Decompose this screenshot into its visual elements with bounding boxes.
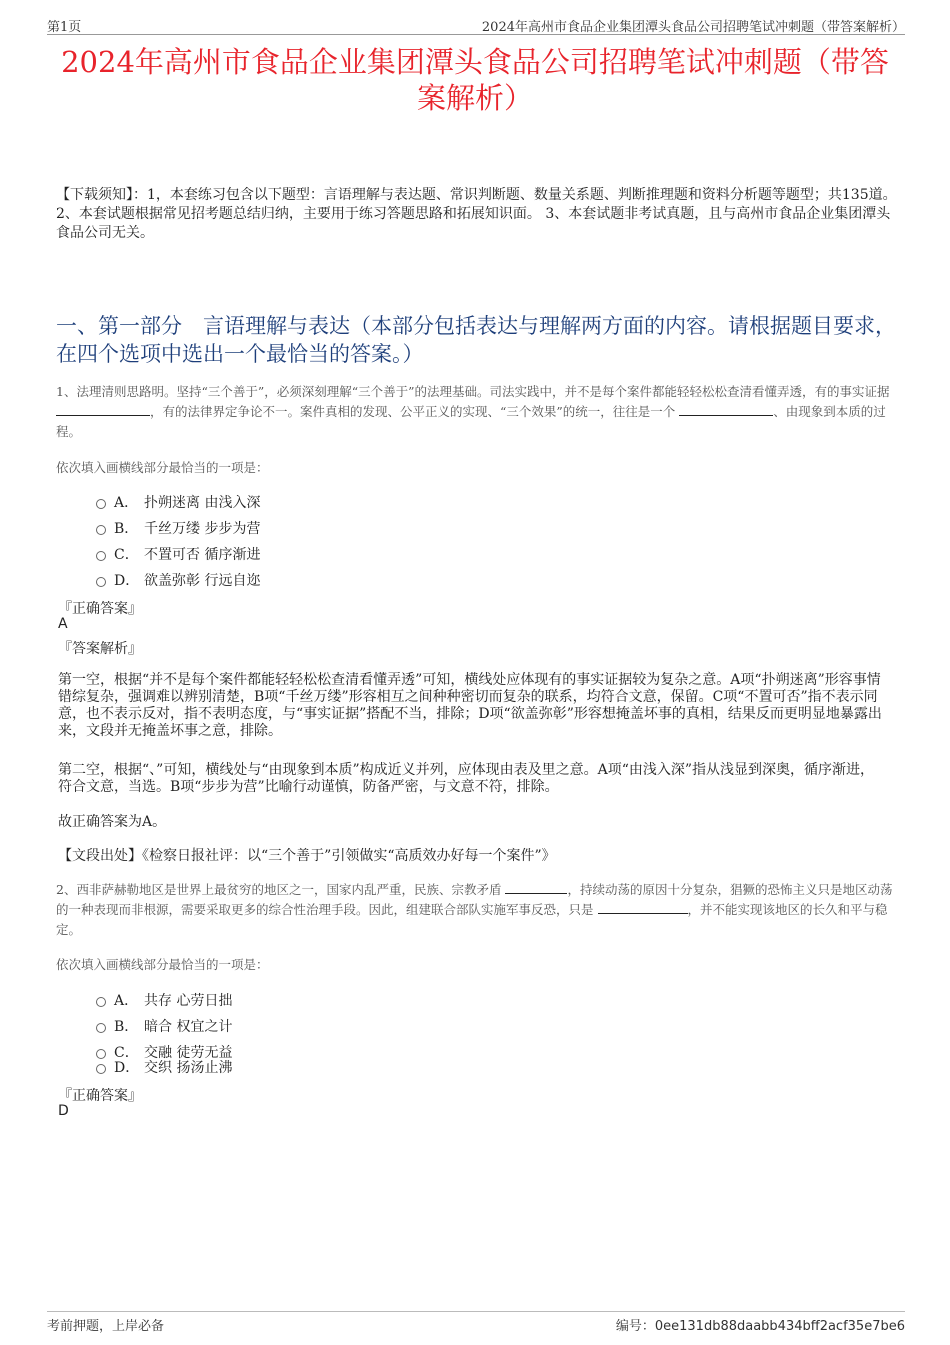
radio-icon[interactable] bbox=[96, 1023, 106, 1033]
fill-blank bbox=[598, 901, 688, 914]
question-1-option-d[interactable]: D． 欲盖弥彰 行远自迩 bbox=[96, 570, 260, 590]
header-doc-title: 2024年高州市食品企业集团潭头食品公司招聘笔试冲刺题（带答案解析） bbox=[481, 20, 905, 35]
page-number: 第1页 bbox=[47, 20, 82, 35]
question-1-prompt: 依次填入画横线部分最恰当的一项是： bbox=[56, 460, 269, 475]
page-footer bbox=[47, 1311, 905, 1336]
analysis-label: 『答案解析』 bbox=[58, 641, 142, 657]
document-title: 2024年高州市食品企业集团潭头食品公司招聘笔试冲刺题（带答案解析） bbox=[61, 45, 889, 115]
analysis-conclusion: 故正确答案为A。 bbox=[58, 814, 167, 830]
radio-icon[interactable] bbox=[96, 551, 106, 561]
question-2-stem: 2、西非萨赫勒地区是世界上最贫穷的地区之一，国家内乱严重，民族、宗教矛盾 ，持续动荡的原因十分复杂，猖獗的恐怖主义只是地区动荡的一种表现而非根源，需要采取更多的综合性治理手段。因此，组建联合部队实施军事反恐，只是 ，并不能实现该地区的长久和平与稳定。 bbox=[56, 882, 893, 937]
radio-icon[interactable] bbox=[96, 577, 106, 587]
question-2-option-a[interactable]: A． 共存 心劳日拙 bbox=[96, 990, 232, 1010]
section-heading: 一、第一部分 言语理解与表达（本部分包括表达与理解两方面的内容。请根据题目要求，在四个选项中选出一个最恰当的答案。） bbox=[56, 314, 896, 366]
page-header bbox=[47, 14, 905, 35]
question-1-option-a[interactable]: A． 扑朔迷离 由浅入深 bbox=[96, 492, 260, 512]
radio-icon[interactable] bbox=[96, 997, 106, 1007]
question-2-prompt: 依次填入画横线部分最恰当的一项是： bbox=[56, 957, 269, 972]
question-1-option-b[interactable]: B． 千丝万缕 步步为营 bbox=[96, 518, 260, 538]
analysis-paragraph: 第二空，根据“、”可知，横线处与“由现象到本质”构成近义并列，应体现由表及里之意。A项“由浅入深”指从浅显到深奥，循序渐进，符合文意，当选。B项“步步为营”比喻行动谨慎，防备严密，与文意不符，排除。 bbox=[58, 762, 875, 795]
download-notice: 【下载须知】：1，本套练习包含以下题型：言语理解与表达题、常识判断题、数量关系题、判断推理题和资料分析题等题型；共135道。 2、本套试题根据常见招考题总结归纳，主要用于练习答题思路和拓展知识面。 3、本套试题非考试真题，且与高州市食品企业集团潭头食品公司无关。 bbox=[56, 187, 897, 241]
radio-icon[interactable] bbox=[96, 525, 106, 535]
document-code: 编号：0ee131db88daabb434bff2acf35e7be6 bbox=[615, 1319, 905, 1334]
fill-blank bbox=[505, 881, 567, 894]
question-2-option-b[interactable]: B． 暗合 权宜之计 bbox=[96, 1016, 232, 1036]
answer-label: 『正确答案』 bbox=[58, 601, 142, 617]
answer-value: D bbox=[58, 1103, 69, 1119]
question-2-option-d[interactable]: D． 交织 扬汤止沸 bbox=[96, 1057, 232, 1077]
analysis-paragraph: 第一空，根据“并不是每个案件都能轻轻松松查清看懂弄透”可知，横线处应体现有的事实证据较为复杂之意。A项“扑朔迷离”形容事情错综复杂，强调难以辨别清楚，B项“千丝万缕”形容相互之间种种密切而复杂的联系，均符合文意，保留。C项“不置可否”指不表示同意，也不表示反对，指不表明态度，与“事实证据”搭配不当，排除；D项“欲盖弥彰”形容想掩盖坏事的真相，结果反而更明显地暴露出来，文段并无掩盖坏事之意，排除。 bbox=[58, 672, 882, 739]
fill-blank bbox=[679, 403, 773, 416]
answer-value: A bbox=[58, 616, 68, 632]
answer-label: 『正确答案』 bbox=[58, 1088, 142, 1104]
footer-slogan: 考前押题，上岸必备 bbox=[47, 1319, 165, 1334]
question-1-option-c[interactable]: C． 不置可否 循序渐进 bbox=[96, 544, 260, 564]
radio-icon[interactable] bbox=[96, 1064, 106, 1074]
text-source: 【文段出处】《检察日报社评：以“三个善于”引领做实“高质效办好每一个案件”》 bbox=[58, 848, 556, 864]
radio-icon[interactable] bbox=[96, 499, 106, 509]
question-1-stem: 1、法理清则思路明。坚持“三个善于”，必须深刻理解“三个善于”的法理基础。司法实践中，并不是每个案件都能轻轻松松查清看懂弄透，有的事实证据 ，有的法律界定争论不一。案件真相的发现、公平正义的实现、“三个效果”的统一，往往是一个 、由现象到本质的过程。 bbox=[56, 384, 890, 439]
fill-blank bbox=[56, 403, 150, 416]
question-2-option-c[interactable]: C． 交融 徒劳无益 bbox=[96, 1042, 232, 1062]
